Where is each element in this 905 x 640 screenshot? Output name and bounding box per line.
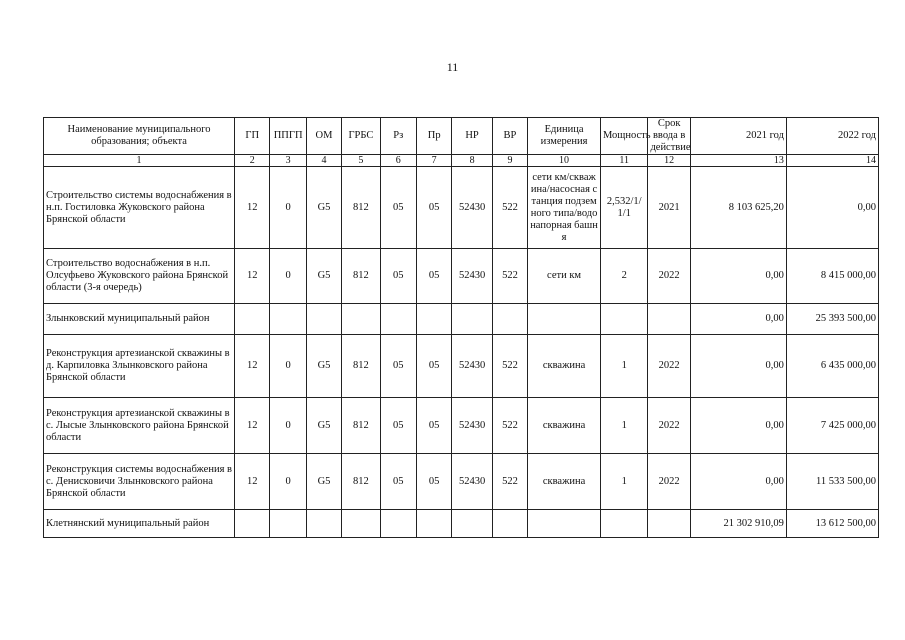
- nr-cell: [452, 304, 492, 335]
- header-row: [44, 118, 879, 155]
- pr-cell: 05: [416, 454, 451, 510]
- column-number: 8: [452, 155, 492, 167]
- object-name: Строительство системы водоснабжения в н.п. Гостиловка Жуковского района Брянской области: [44, 167, 235, 249]
- column-number: 12: [648, 155, 690, 167]
- power-cell: 1: [600, 398, 648, 454]
- ppgp-cell: [270, 510, 306, 538]
- object-name: Реконструкция артезианской скважины в д. Карпиловка Злынковского района Брянской области: [44, 335, 235, 398]
- column-number: 14: [786, 155, 878, 167]
- gp-cell: [235, 510, 270, 538]
- power-cell: 1: [600, 454, 648, 510]
- header-cell: ГРБС: [342, 118, 380, 155]
- vr-cell: 522: [492, 335, 527, 398]
- table-row: [44, 335, 879, 398]
- unit-cell: скважина: [528, 454, 601, 510]
- amount-2022: 0,00: [786, 167, 878, 249]
- term-cell: 2022: [648, 335, 690, 398]
- om-cell: [306, 304, 341, 335]
- power-cell: 2,532/1/1/1: [600, 167, 648, 249]
- grbs-cell: 812: [342, 335, 380, 398]
- om-cell: G5: [306, 249, 341, 304]
- amount-2022: 6 435 000,00: [786, 335, 878, 398]
- ppgp-cell: 0: [270, 249, 306, 304]
- om-cell: G5: [306, 167, 341, 249]
- rz-cell: 05: [380, 398, 416, 454]
- vr-cell: 522: [492, 454, 527, 510]
- om-cell: G5: [306, 335, 341, 398]
- column-number: 11: [600, 155, 648, 167]
- amount-2021: 21 302 910,09: [690, 510, 786, 538]
- nr-cell: 52430: [452, 398, 492, 454]
- term-cell: [648, 510, 690, 538]
- object-name: Реконструкция системы водоснабжения в с. Денисковичи Злынковского района Брянской области: [44, 454, 235, 510]
- ppgp-cell: 0: [270, 398, 306, 454]
- header-cell: ГП: [235, 118, 270, 155]
- gp-cell: 12: [235, 167, 270, 249]
- gp-cell: [235, 304, 270, 335]
- amount-2022: 8 415 000,00: [786, 249, 878, 304]
- gp-cell: 12: [235, 335, 270, 398]
- term-cell: 2022: [648, 454, 690, 510]
- column-number: 2: [235, 155, 270, 167]
- om-cell: G5: [306, 454, 341, 510]
- grbs-cell: 812: [342, 167, 380, 249]
- term-cell: 2021: [648, 167, 690, 249]
- grbs-cell: [342, 510, 380, 538]
- rz-cell: 05: [380, 249, 416, 304]
- column-number: 5: [342, 155, 380, 167]
- ppgp-cell: 0: [270, 454, 306, 510]
- amount-2021: 0,00: [690, 335, 786, 398]
- header-cell: НР: [452, 118, 492, 155]
- column-number: 4: [306, 155, 341, 167]
- unit-cell: [528, 510, 601, 538]
- header-cell: Пр: [416, 118, 451, 155]
- nr-cell: 52430: [452, 454, 492, 510]
- column-number: 9: [492, 155, 527, 167]
- ppgp-cell: [270, 304, 306, 335]
- rz-cell: 05: [380, 167, 416, 249]
- term-cell: 2022: [648, 249, 690, 304]
- power-cell: [600, 304, 648, 335]
- amount-2022: 11 533 500,00: [786, 454, 878, 510]
- power-cell: 2: [600, 249, 648, 304]
- vr-cell: 522: [492, 398, 527, 454]
- object-name: Реконструкция артезианской скважины в с. Лысые Злынковского района Брянской области: [44, 398, 235, 454]
- column-number: 3: [270, 155, 306, 167]
- nr-cell: [452, 510, 492, 538]
- district-name: Клетнянский муниципальный район: [44, 510, 235, 538]
- unit-cell: [528, 304, 601, 335]
- grbs-cell: [342, 304, 380, 335]
- pr-cell: 05: [416, 249, 451, 304]
- amount-2021: 0,00: [690, 304, 786, 335]
- nr-cell: 52430: [452, 335, 492, 398]
- column-number: 13: [690, 155, 786, 167]
- amount-2021: 0,00: [690, 454, 786, 510]
- pr-cell: 05: [416, 398, 451, 454]
- grbs-cell: 812: [342, 249, 380, 304]
- amount-2021: 0,00: [690, 249, 786, 304]
- column-number-row: [44, 155, 879, 167]
- gp-cell: 12: [235, 454, 270, 510]
- pr-cell: [416, 510, 451, 538]
- pr-cell: 05: [416, 335, 451, 398]
- gp-cell: 12: [235, 249, 270, 304]
- header-cell: Рз: [380, 118, 416, 155]
- power-cell: 1: [600, 335, 648, 398]
- nr-cell: 52430: [452, 167, 492, 249]
- district-row: [44, 304, 879, 335]
- budget-table: [43, 117, 879, 538]
- power-cell: [600, 510, 648, 538]
- district-name: Злынковский муниципальный район: [44, 304, 235, 335]
- header-cell: ОМ: [306, 118, 341, 155]
- vr-cell: [492, 304, 527, 335]
- column-number: 10: [528, 155, 601, 167]
- unit-cell: скважина: [528, 335, 601, 398]
- table-row: [44, 398, 879, 454]
- amount-2021: 8 103 625,20: [690, 167, 786, 249]
- column-number: 7: [416, 155, 451, 167]
- table-row: [44, 167, 879, 249]
- rz-cell: [380, 510, 416, 538]
- vr-cell: 522: [492, 249, 527, 304]
- ppgp-cell: 0: [270, 167, 306, 249]
- rz-cell: 05: [380, 335, 416, 398]
- unit-cell: скважина: [528, 398, 601, 454]
- district-row: [44, 510, 879, 538]
- amount-2022: 7 425 000,00: [786, 398, 878, 454]
- header-cell: ППГП: [270, 118, 306, 155]
- unit-cell: сети км: [528, 249, 601, 304]
- header-cell: 2021 год: [690, 118, 786, 155]
- header-cell: 2022 год: [786, 118, 878, 155]
- column-number: 1: [44, 155, 235, 167]
- column-number: 6: [380, 155, 416, 167]
- pr-cell: 05: [416, 167, 451, 249]
- vr-cell: [492, 510, 527, 538]
- header-cell: Единица измерения: [528, 118, 601, 155]
- page-number: 11: [446, 60, 459, 74]
- vr-cell: 522: [492, 167, 527, 249]
- header-cell: Наименование муниципального образования; объекта: [44, 118, 235, 155]
- gp-cell: 12: [235, 398, 270, 454]
- om-cell: [306, 510, 341, 538]
- nr-cell: 52430: [452, 249, 492, 304]
- unit-cell: сети км/скважина/насосная станция подземного типа/водонапорная башня: [528, 167, 601, 249]
- grbs-cell: 812: [342, 454, 380, 510]
- amount-2022: 13 612 500,00: [786, 510, 878, 538]
- amount-2022: 25 393 500,00: [786, 304, 878, 335]
- header-cell: Срок ввода в действие: [648, 118, 690, 155]
- table-row: [44, 454, 879, 510]
- term-cell: 2022: [648, 398, 690, 454]
- rz-cell: 05: [380, 454, 416, 510]
- term-cell: [648, 304, 690, 335]
- table-row: [44, 249, 879, 304]
- header-cell: Мощность: [600, 118, 648, 155]
- ppgp-cell: 0: [270, 335, 306, 398]
- rz-cell: [380, 304, 416, 335]
- grbs-cell: 812: [342, 398, 380, 454]
- pr-cell: [416, 304, 451, 335]
- header-cell: ВР: [492, 118, 527, 155]
- om-cell: G5: [306, 398, 341, 454]
- object-name: Строительство водоснабжения в н.п. Олсуфьево Жуковского района Брянской области (3-я очередь): [44, 249, 235, 304]
- amount-2021: 0,00: [690, 398, 786, 454]
